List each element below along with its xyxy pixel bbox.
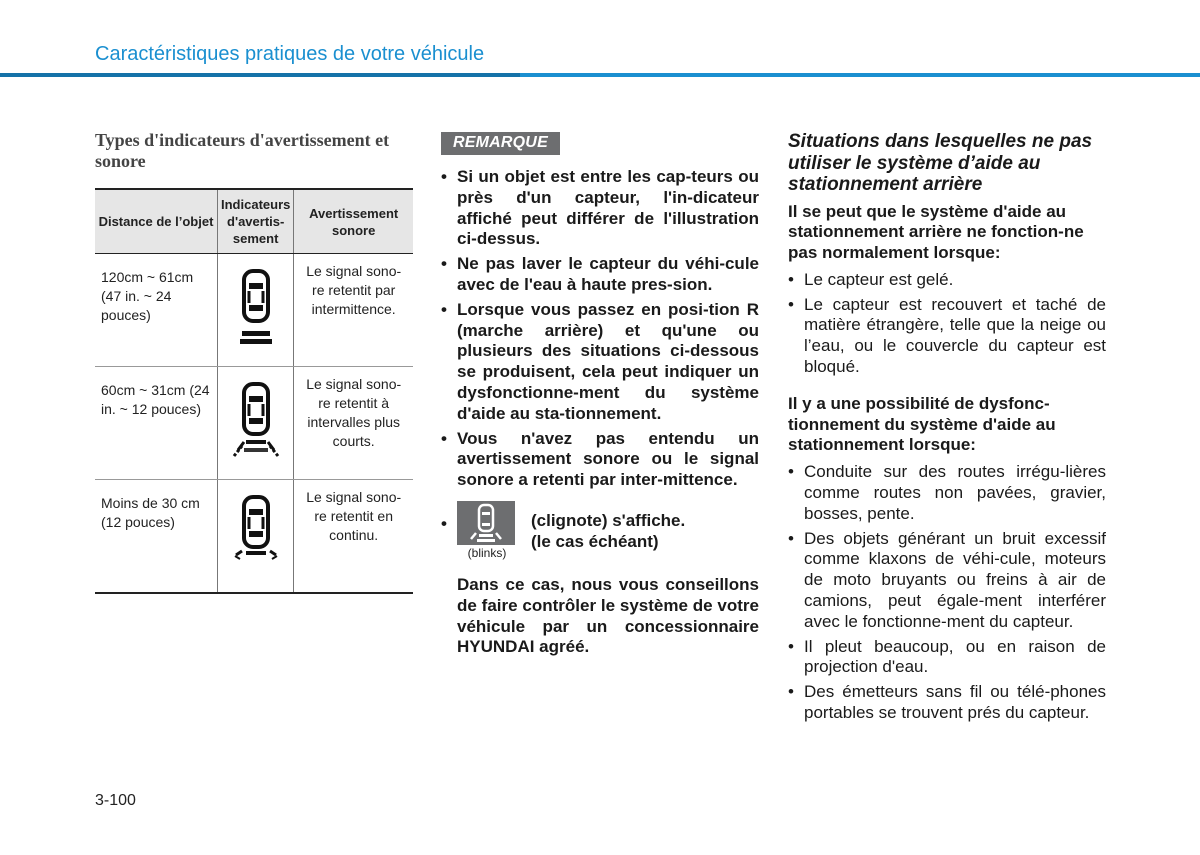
- remarque-list: [441, 167, 759, 491]
- list-item: • Des émetteurs sans fil ou télé-phones portables se trouvent prés du capteur.: [788, 682, 1106, 724]
- page-header-title: Caractéristiques pratiques de votre véhicule: [95, 43, 485, 65]
- distance-cell: 120cm ~ 61cm (47 in. ~ 24 pouces): [95, 254, 218, 367]
- situations-list: [788, 270, 1106, 378]
- table-header-row: [95, 189, 413, 254]
- malfunction-list: [788, 462, 1106, 724]
- blink-indicator-row: [441, 501, 759, 565]
- indicator-cell: [218, 254, 294, 367]
- list-item: • Ne pas laver le capteur du véhi-cule avec de l'eau à haute pres-sion.: [441, 254, 759, 296]
- blink-text-line-1: (clignote) s'affiche.: [531, 510, 686, 530]
- list-item: • Des objets générant un bruit excessif comme klaxons de véhi-cule, moteurs de moto bruyants ou freins à air de camions, peut égale-ment interférer avec le fonctionne-ment du capteur.: [788, 529, 1106, 633]
- remarque-section: [441, 167, 759, 658]
- sound-cell: Le signal sono-re retentit en continu.: [294, 480, 413, 594]
- blink-indicator-box: [457, 501, 515, 545]
- table-row: [95, 367, 413, 480]
- distance-cell: Moins de 30 cm (12 pouces): [95, 480, 218, 594]
- remarque-label: REMARQUE: [441, 132, 560, 155]
- car-sensor-near-icon: [232, 493, 280, 575]
- blink-text-line-2: (le cas échéant): [531, 531, 659, 551]
- car-sensor-medium-icon: [232, 380, 280, 462]
- header-indicators: Indicateurs d'avertis-sement: [218, 189, 294, 254]
- indicator-table: [95, 188, 413, 594]
- situations-lead: Il se peut que le système d'aide au stationnement arrière ne fonction-ne pas normalement lorsque:: [788, 201, 1084, 263]
- recommendation-text: Dans ce cas, nous vous conseillons de faire contrôler le système de votre véhicule par un concessionnaire HYUNDAI agréé.: [457, 574, 759, 657]
- distance-cell: 60cm ~ 31cm (24 in. ~ 12 pouces): [95, 367, 218, 480]
- list-item: • Le capteur est gelé.: [788, 270, 1106, 291]
- list-item: • Le capteur est recouvert et taché de matière étrangère, telle que la neige ou l’eau, ou le couvercle du capteur est bloqué.: [788, 295, 1106, 378]
- table-row: [95, 480, 413, 594]
- sound-cell: Le signal sono-re retentit par intermittence.: [294, 254, 413, 367]
- car-sensor-blink-icon: [465, 503, 507, 543]
- list-item: • Si un objet est entre les cap-teurs ou près d'un capteur, l'in-dicateur affiché peut différer de l'illustration ci-dessus.: [441, 167, 759, 250]
- blink-indicator: [457, 501, 517, 563]
- page-number: 3-100: [95, 792, 136, 809]
- list-item: • Conduite sur des routes irrégu-lières comme routes non pavées, gravier, bosses, pente.: [788, 462, 1106, 524]
- situations-section: [788, 131, 1106, 728]
- list-item: • Lorsque vous passez en posi-tion R (marche arrière) et qu'une ou plusieurs des situations ci-dessous se produisent, cela peut indiquer un dysfonctionne-ment du système d'aide au sta-tionnement.: [441, 300, 759, 425]
- car-sensor-far-icon: [236, 267, 276, 349]
- header-rule-accent: [0, 73, 520, 77]
- situations-title: Situations dans lesquelles ne pas utiliser le système d’aide au stationnement arrière: [788, 131, 1093, 195]
- table-row: [95, 254, 413, 367]
- blink-description: [531, 511, 761, 553]
- section-heading: Types d'indicateurs d'avertissement et sonore: [95, 130, 390, 171]
- header-sound: Avertissement sonore: [294, 189, 413, 254]
- list-item: • Vous n'avez pas entendu un avertissement sonore ou le signal sonore a retenti par inter-mittence.: [441, 429, 759, 491]
- header-distance: Distance de l’objet: [95, 189, 218, 254]
- blink-caption: • (blinks): [467, 545, 507, 560]
- malfunction-lead: Il y a une possibilité de dysfonc-tionnement du système d'aide au stationnement lorsque:: [788, 393, 1056, 455]
- sound-cell: Le signal sono-re retentit à intervalles plus courts.: [294, 367, 413, 480]
- indicator-cell: [218, 367, 294, 480]
- list-item: • Il pleut beaucoup, ou en raison de projection d'eau.: [788, 637, 1106, 679]
- indicator-cell: [218, 480, 294, 594]
